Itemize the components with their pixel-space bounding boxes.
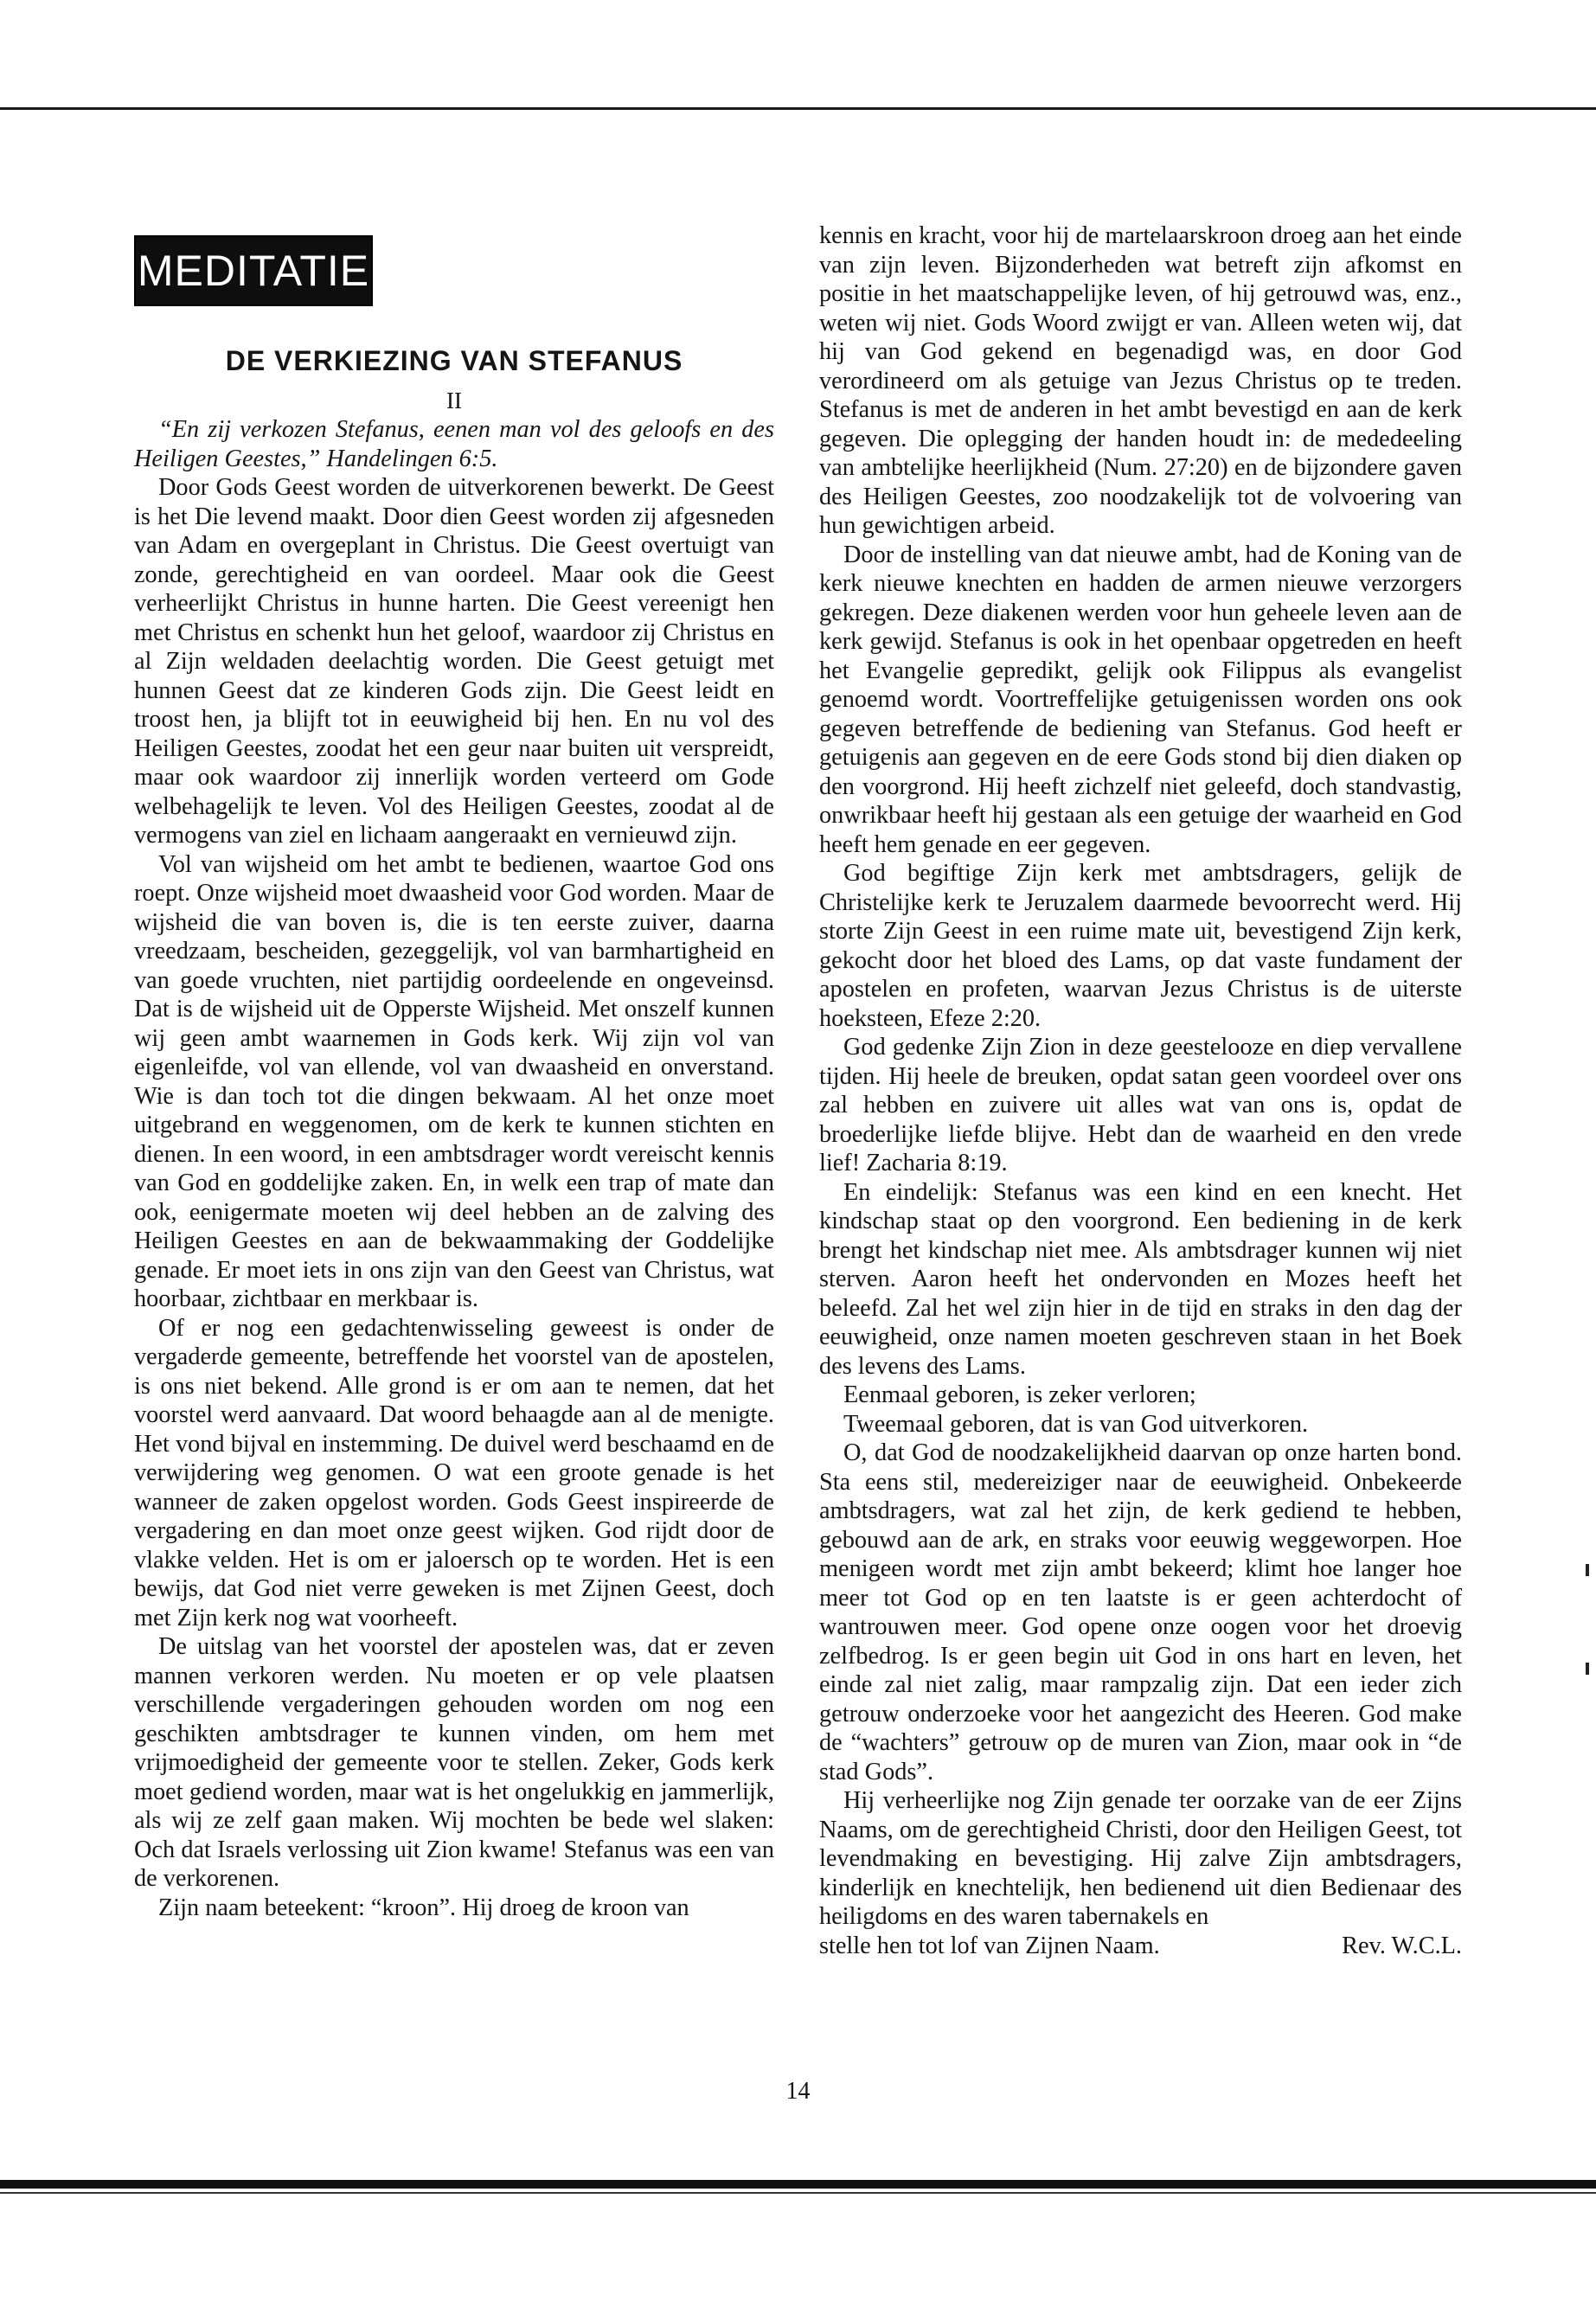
paragraph: Door Gods Geest worden de uitverkorenen bewerkt. De Geest is het Die levend maakt. Door dien Geest worden zij afgesneden van Adam en overgeplant in Christus. Die Geest overtuigt van zonde, gerechtigheid en van oordeel. Maar ook die Geest verheerlijkt Christus in hunne harten. Die Geest vereenigt hen met Christus en schenkt hun het geloof, waardoor zij Christus en al Zijn weldaden deelachtig worden. Die Geest getuigt met hunnen Geest dat ze kinderen Gods zijn. Die Geest leidt en troost hen, ja blijft tot in eeuwigheid bij hen. En nu vol des Heiligen Geestes, zoodat het een geur naar buiten uit verspreidt, maar ook waardoor zij innerlijk worden verteerd om Gode welbehagelijk te leven. Vol des Heiligen Geestes, zoodat al de vermogens van ziel en lichaam aangeraakt en vernieuwd zijn.: [134, 474, 774, 849]
bottom-rule: [0, 2180, 1596, 2189]
poem-line: Eenmaal geboren, is zeker verloren;: [843, 1381, 1196, 1408]
left-column: [134, 344, 774, 1922]
poem-line: Tweemaal geboren, dat is van God uitverkoren.: [843, 1410, 1309, 1438]
closing-text: stelle hen tot lof van Zijnen Naam.: [819, 1932, 1160, 1959]
paragraph: O, dat God de noodzakelijkheid daarvan op onze harten bond. Sta eens stil, medereiziger naar de eeuwigheid. Onbekeerde ambtsdragers, wat zal het zijn, de kerk gediend te hebben, gebouwd aan de ark, en straks voor eeuwig weggeworpen. Hoe menigeen wordt met zijn ambt bekeerd; klimt hoe langer hoe meer tot God op en ten laatste is er geen achterdocht of wantrouwen meer. God opene onze oogen voor het droevig zelfbedrog. Is er geen begin uit God in ons hart en leven, het einde zal niet zalig, maar rampzalig zijn. Dat een ieder zich getrouw onderzoeke voor het aangezicht des Heeren. God make de “wachters” getrouw op de muren van Zion, maar ook in “de stad Gods”.: [819, 1439, 1462, 1785]
closing-line: [819, 1932, 1462, 1961]
paragraph: Of er nog een gedachtenwisseling geweest is onder de vergaderde gemeente, betreffende het voorstel van de apostelen, is ons niet bekend. Alle grond is er om aan te nemen, dat het voorstel werd aanvaard. Dat woord behaagde aan al de menigte. Het vond bijval en instemming. De duivel werd beschaamd en de verwijdering weg genomen. O wat een groote genade is het wanneer de zaken opgelost worden. Gods Geest inspireerde de vergadering en dan moet onze geest wijken. God rijdt door de vlakke velden. Het is om er jaloersch op te worden. Het is een bewijs, dat God niet verre geweken is met Zijnen Geest, doch met Zijn kerk nog wat voorheeft.: [134, 1314, 774, 1631]
margin-mark: [1586, 1663, 1589, 1675]
margin-mark: [1586, 1564, 1589, 1576]
paragraph: Zijn naam beteekent: “kroon”. Hij droeg de kroon van: [158, 1894, 689, 1921]
paragraph: De uitslag van het voorstel der apostelen was, dat er zeven mannen verkoren werden. Nu moeten er op vele plaatsen verschillende vergaderingen gehouden worden om nog een geschikten ambtsdrager te kunnen vinden, om hem met vrijmoedigheid der gemeente voor te stellen. Zeker, Gods kerk moet gediend worden, maar wat is het ongelukkig en jammerlijk, als wij ze zelf gaan maken. Wij mochten be bede wel slaken: Och dat Israels verlossing uit Zion kwame! Stefanus was een van de verkorenen.: [134, 1633, 774, 1892]
paragraph: Door de instelling van dat nieuwe ambt, had de Koning van de kerk nieuwe knechten en hadden de armen nieuwe verzorgers gekregen. Deze diakenen werden voor hun geheele leven aan de kerk gewijd. Stefanus is ook in het openbaar opgetreden en heeft het Evangelie gepredikt, gelijk ook Filippus als evangelist genoemd wordt. Voortreffelijke getuigenissen worden ons ook gegeven betreffende de bediening van Stefanus. God heeft er getuigenis aan gegeven en de eere Gods stond bij dien diaken op den voorgrond. Hij heeft zichzelf niet geleefd, doch standvastig, onwrikbaar heeft hij gestaan als een getuige der waarheid en God heeft hem genade en eer gegeven.: [819, 541, 1462, 858]
paragraph: En eindelijk: Stefanus was een kind en een knecht. Het kindschap staat op den voorgrond. Een bediening in de kerk brengt het kindschap niet mee. Als ambtsdrager kunnen wij niet sterven. Aaron heeft het ondervonden en Mozes heeft het beleefd. Zal het wel zijn hier in de tijd en straks in den dag der eeuwigheid, onze namen moeten geschreven staan in het Boek des levens des Lams.: [819, 1178, 1462, 1380]
section-badge: MEDITATIE: [134, 235, 373, 306]
page-number: 14: [785, 2078, 811, 2105]
paragraph: God gedenke Zijn Zion in deze geesteloozе en diep vervallene tijden. Hij heele de breuken, opdat satan geen voordeel over ons zal hebben en zuivere uit alles wat van ons is, opdat de broederlijke liefde blijve. Hebt dan de waarheid en den vrede lief! Zacharia 8:19.: [819, 1034, 1462, 1176]
paragraph-continuation: kennis en kracht, voor hij de martelaarskroon droeg aan het einde van zijn leven. Bijzonderheden wat betreft zijn afkomst en positie in het maatschappelijke leven, of hij getrouwd was, enz., weten wij niet. Gods Woord zwijgt er van. Alleen weten wij, dat hij van God gekend en begenadigd was, en door God verordineerd om als getuige van Jezus Christus op te treden. Stefanus is met de anderen in het ambt bevestigd en aan de kerk gegeven. Die oplegging der handen houdt in: de mededeeling van ambtelijke heerlijkheid (Num. 27:20) en de bijzondere gaven des Heiligen Geestes, zoo noodzakelijk tot de volvoering van hun gewichtigen arbeid.: [819, 222, 1462, 539]
bottom-rule-thin: [0, 2192, 1596, 2194]
top-rule: [0, 107, 1596, 110]
paragraph: Vol van wijsheid om het ambt te bedienen, waartoe God ons roept. Onze wijsheid moet dwaasheid voor God worden. Maar de wijsheid die van boven is, die is ten eerste zuiver, daarna vreedzaam, bescheiden, gezeggelijk, vol van barmhartigheid en van goede vruchten, niet partijdig oordeelende en ongeveinsd. Dat is de wijsheid uit de Opperste Wijsheid. Met onszelf kunnen wij geen ambt waarnemen in Gods kerk. Wij zijn vol van eigenleifde, vol van ellende, vol van dwaasheid en onverstand. Wie is dan toch tot die dingen bekwaam. Al het onze moet uitgebrand en weggenomen, om de kerk te kunnen stichten en dienen. In een woord, in een ambtsdrager wordt vereischt kennis van God en goddelijke zaken. En, in welk een trap of mate dan ook, eenigermate moeten wij deel hebben an de zalving des Heiligen Geestes en aan de bekwaammaking der Goddelijke genade. Er moet iets in ons zijn van den Geest van Christus, wat hoorbaar, zichtbaar en merkbaar is.: [134, 850, 774, 1312]
paragraph: Hij verheerlijke nog Zijn genade ter oorzake van de eer Zijns Naams, om de gerechtigheid Christi, door den Heiligen Geest, tot levendmaking en bevestiging. Hij zalve Zijn ambtsdragers, kinderlijk en knechtelijk, hen bedienend uit dien Bedienaar des heiligdoms en des waren tabernakels en: [819, 1787, 1462, 1930]
scripture-quote: “En zij verkozen Stefanus, eenen man vol des geloofs en des Heiligen Geestes,” Handelingen 6:5.: [134, 416, 774, 472]
article-title: DE VERKIEZING VAN STEFANUS: [225, 345, 683, 376]
paragraph: God begiftige Zijn kerk met ambtsdragers, gelijk de Christelijke kerk te Jeruzalem daarmede bevoorrecht werd. Hij storte Zijn Geest in een ruime mate uit, bevestigend Zijn kerk, gekocht door het bloed des Lams, op dat vaste fundament der apostelen en profeten, waarvan Jezus Christus is de uiterste hoeksteen, Efeze 2:20.: [819, 860, 1462, 1032]
part-number: II: [446, 388, 462, 413]
right-column: [819, 221, 1462, 1960]
signature: Rev. W.C.L.: [1342, 1932, 1462, 1959]
